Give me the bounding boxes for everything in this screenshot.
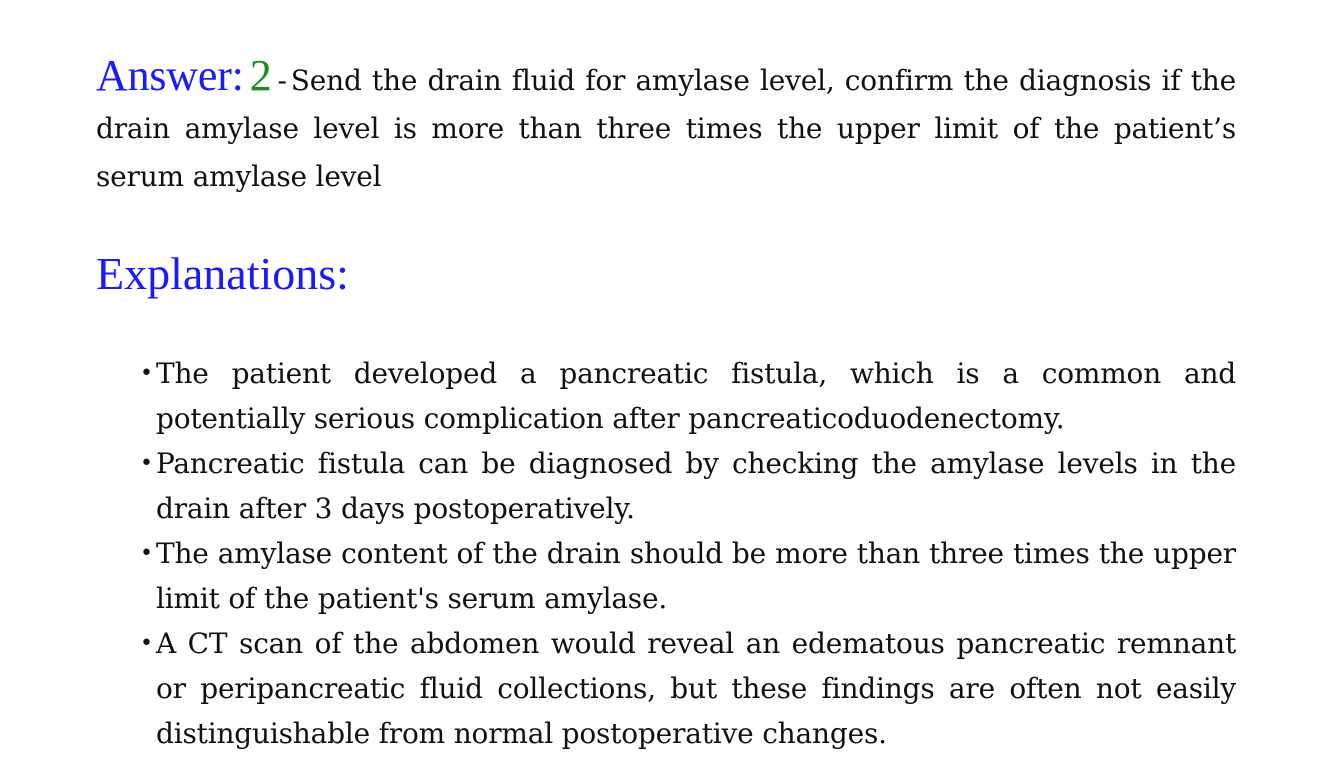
answer-dash: - xyxy=(277,64,287,97)
answer-text: Send the drain fluid for amylase level, confirm the diagnosis if the drain amylase level is more than three times the upper limit of the patient’s serum amylase level xyxy=(96,64,1236,193)
explanations-heading: Explanations: xyxy=(96,248,349,299)
list-item xyxy=(140,531,1236,621)
list-item-text: Pancreatic fistula can be diagnosed by checking the amylase levels in the drain after 3 days postoperatively. xyxy=(156,447,1236,525)
bullet-icon: • xyxy=(140,541,153,566)
bullet-icon: • xyxy=(140,451,153,476)
answer-block xyxy=(96,52,1236,201)
bullet-icon: • xyxy=(140,631,153,656)
explanations-list xyxy=(96,351,1236,756)
list-item xyxy=(140,621,1236,756)
list-item-text: A CT scan of the abdomen would reveal an edematous pancreatic remnant or peripancreatic fluid collections, but these findings are often not easily distinguishable from normal postoperative changes. xyxy=(156,627,1236,750)
answer-number: 2 xyxy=(249,51,272,100)
list-item xyxy=(140,351,1236,441)
list-item-text: The amylase content of the drain should be more than three times the upper limit of the patient's serum amylase. xyxy=(156,537,1236,615)
list-item xyxy=(140,441,1236,531)
answer-label: Answer: xyxy=(96,51,244,100)
bullet-icon: • xyxy=(140,361,153,386)
document-page xyxy=(96,52,1236,756)
list-item-text: The patient developed a pancreatic fistula, which is a common and potentially serious complication after pancreaticoduodenectomy. xyxy=(156,357,1236,435)
